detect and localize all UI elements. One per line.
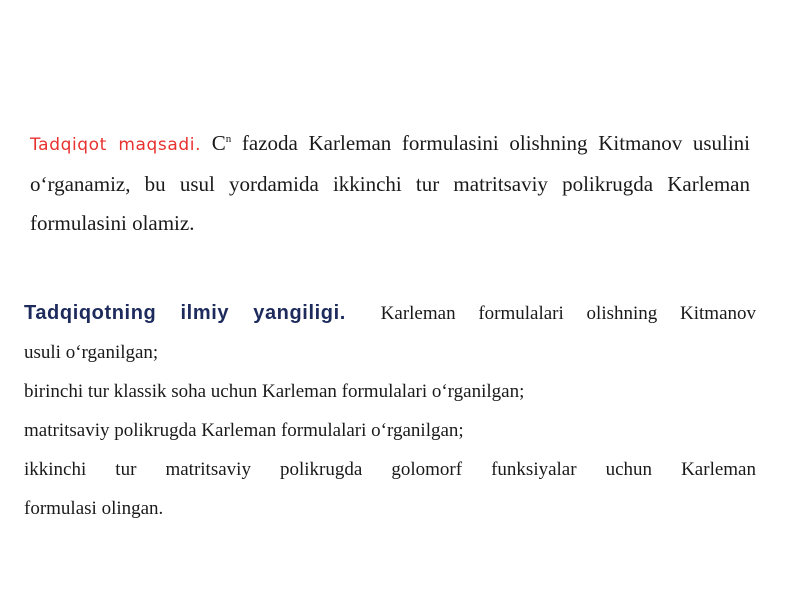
novelty-first-line [24, 294, 756, 333]
novelty-intro-line-2: usuli o‘rganilgan; [24, 342, 159, 363]
scientific-novelty-heading: Tadqiqotning ilmiy yangiligi. [24, 302, 346, 324]
research-goal-text: fazoda Karleman formulasini olishning Kitmanov usulini o‘rganamiz, bu usul yordamida ikkinchi tur matritsaviy polikrugda Karleman formulasini olamiz. [30, 131, 751, 235]
novelty-intro-line-1: Karleman formulalari olishning Kitmanov [380, 303, 757, 324]
research-goal-paragraph [30, 124, 750, 243]
novelty-item-3-line-1: ikkinchi tur matritsaviy polikrugda golomorf funksiyalar uchun Karleman [24, 459, 756, 480]
research-goal-heading: Tadqiqot maqsadi. [30, 135, 202, 155]
novelty-item-2: matritsaviy polikrugda Karleman formulalari o‘rganilgan; [24, 420, 464, 441]
novelty-item-3-line-2: formulasi olingan. [24, 498, 164, 519]
scientific-novelty-section [24, 294, 756, 528]
space-letter: C [211, 131, 226, 155]
novelty-item-1: birinchi tur klassik soha uchun Karleman formulalari o‘rganilgan; [24, 381, 525, 402]
space-superscript: n [225, 133, 232, 145]
